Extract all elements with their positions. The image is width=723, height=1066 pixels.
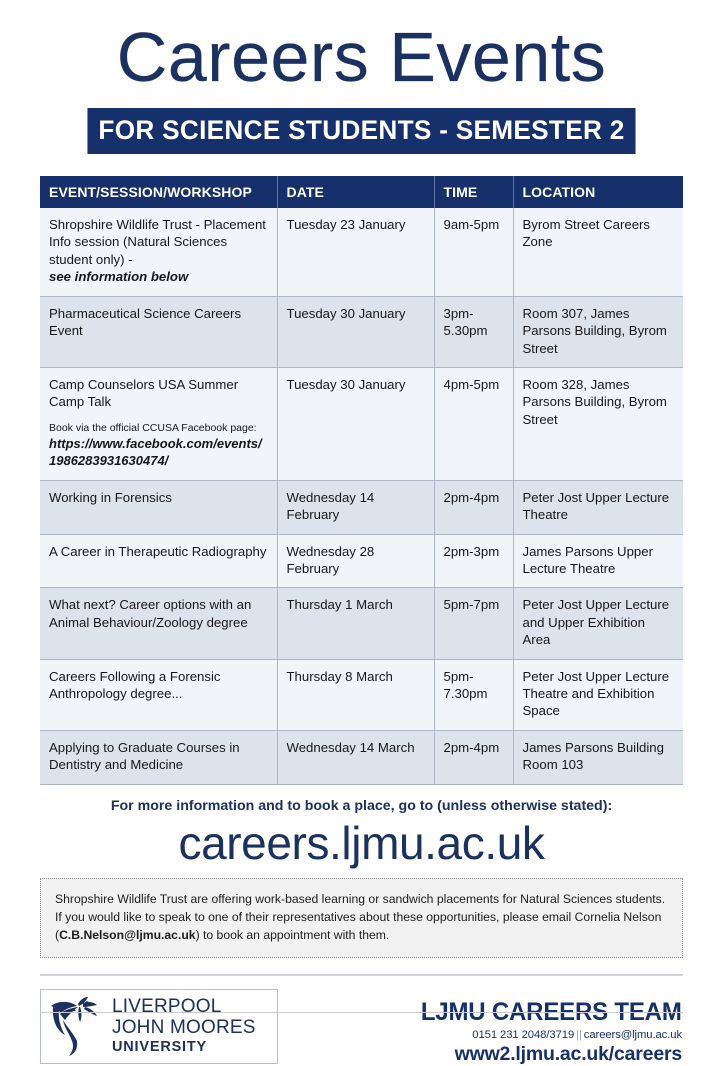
event-emphasis: see information below bbox=[49, 269, 189, 285]
cell-date: Tuesday 30 January bbox=[277, 296, 434, 367]
contact-block bbox=[410, 989, 683, 1066]
cell-time: 9am-5pm bbox=[434, 208, 513, 296]
logo-line-3: UNIVERSITY bbox=[112, 1039, 208, 1056]
contact-phone: 0151 231 2048/3719 bbox=[472, 1028, 575, 1041]
events-table bbox=[40, 176, 683, 785]
cell-date: Thursday 8 March bbox=[277, 659, 434, 730]
cell-date: Tuesday 30 January bbox=[277, 367, 434, 480]
cell-time: 3pm-5.30pm bbox=[434, 296, 513, 367]
cell-location: Peter Jost Upper Lecture Theatre and Exhibition Space bbox=[513, 659, 683, 730]
cell-location: Byrom Street Careers Zone bbox=[513, 208, 683, 296]
cell-location: Room 328, James Parsons Building, Byrom Street bbox=[513, 367, 683, 480]
cell-time: 2pm-3pm bbox=[434, 534, 513, 588]
contact-separator: || bbox=[576, 1028, 582, 1041]
cell-event bbox=[40, 208, 277, 296]
event-title: Camp Counselors USA Summer Camp Talk bbox=[49, 376, 239, 410]
cell-time: 2pm-4pm bbox=[434, 730, 513, 784]
table-header-row bbox=[40, 176, 683, 208]
logo-line-1: LIVERPOOL bbox=[112, 996, 222, 1018]
column-header-date: DATE bbox=[277, 176, 434, 208]
event-booking-note: Book via the official CCUSA Facebook page: bbox=[49, 421, 257, 434]
cell-event: Applying to Graduate Courses in Dentistry and Medicine bbox=[40, 730, 277, 784]
careers-team-website[interactable]: www2.ljmu.ac.uk/careers bbox=[454, 1042, 682, 1065]
note-email-address[interactable]: C.B.Nelson@ljmu.ac.uk bbox=[59, 928, 196, 943]
cell-location: Peter Jost Upper Lecture Theatre bbox=[513, 480, 683, 534]
cell-event: Careers Following a Forensic Anthropology degree... bbox=[40, 659, 277, 730]
table-row bbox=[40, 480, 683, 534]
footer-divider bbox=[40, 974, 683, 976]
event-booking-link[interactable]: https://www.facebook.com/events/1986283931630474/ bbox=[49, 436, 262, 469]
page-title: Careers Events bbox=[116, 18, 607, 96]
note-text-part-2: ) to book an appointment with them. bbox=[195, 928, 390, 943]
column-header-event: EVENT/SESSION/WORKSHOP bbox=[40, 176, 277, 208]
more-information-text: For more information and to book a place, go to (unless otherwise stated): bbox=[110, 797, 613, 814]
careers-website-link[interactable]: careers.ljmu.ac.uk bbox=[178, 816, 545, 869]
page-bottom-rule bbox=[40, 1012, 683, 1013]
table-row bbox=[40, 588, 683, 659]
liver-bird-icon bbox=[47, 994, 107, 1058]
cell-event: What next? Career options with an Animal Behaviour/Zoology degree bbox=[40, 588, 277, 659]
subtitle-banner: FOR SCIENCE STUDENTS - SEMESTER 2 bbox=[87, 108, 635, 154]
cell-time: 2pm-4pm bbox=[434, 480, 513, 534]
table-body bbox=[40, 208, 683, 784]
column-header-time: TIME bbox=[434, 176, 513, 208]
logo-line-2: JOHN MOORES bbox=[112, 1017, 256, 1039]
table-row bbox=[40, 534, 683, 588]
careers-team-title: LJMU CAREERS TEAM bbox=[421, 997, 682, 1026]
table-header bbox=[40, 176, 683, 208]
cell-event: Pharmaceutical Science Careers Event bbox=[40, 296, 277, 367]
table-row bbox=[40, 296, 683, 367]
note-text-part-1: Shropshire Wildlife Trust are offering work-based learning or sandwich placements for Natural Sciences students. If you would like to speak to one of their representatives about these opportunities, please email Cornelia Nelson ( bbox=[55, 891, 666, 943]
cell-location: James Parsons Building Room 103 bbox=[513, 730, 683, 784]
cell-time: 5pm-7pm bbox=[434, 588, 513, 659]
cell-date: Wednesday 14 March bbox=[277, 730, 434, 784]
event-title: Shropshire Wildlife Trust - Placement Info session (Natural Sciences student only) - bbox=[49, 217, 266, 267]
cell-date: Wednesday 14 February bbox=[277, 480, 434, 534]
table-row bbox=[40, 208, 683, 296]
table-row bbox=[40, 659, 683, 730]
cell-time: 5pm-7.30pm bbox=[434, 659, 513, 730]
column-header-location: LOCATION bbox=[513, 176, 683, 208]
cell-event bbox=[40, 367, 277, 480]
cell-location: Peter Jost Upper Lecture and Upper Exhibition Area bbox=[513, 588, 683, 659]
cell-time: 4pm-5pm bbox=[434, 367, 513, 480]
logo-wordmark bbox=[112, 997, 256, 1055]
ljmu-logo bbox=[40, 989, 278, 1064]
cell-event: Working in Forensics bbox=[40, 480, 277, 534]
cell-location: Room 307, James Parsons Building, Byrom Street bbox=[513, 296, 683, 367]
cell-location: James Parsons Upper Lecture Theatre bbox=[513, 534, 683, 588]
cell-date: Wednesday 28 February bbox=[277, 534, 434, 588]
events-table-wrapper bbox=[40, 176, 683, 785]
shropshire-info-box bbox=[40, 878, 683, 958]
cell-date: Tuesday 23 January bbox=[277, 208, 434, 296]
footer-bar bbox=[40, 989, 683, 1066]
cell-event: A Career in Therapeutic Radiography bbox=[40, 534, 277, 588]
contact-email[interactable]: careers@ljmu.ac.uk bbox=[583, 1028, 682, 1041]
table-row bbox=[40, 730, 683, 784]
table-row bbox=[40, 367, 683, 480]
contact-details bbox=[410, 1029, 682, 1041]
cell-date: Thursday 1 March bbox=[277, 588, 434, 659]
